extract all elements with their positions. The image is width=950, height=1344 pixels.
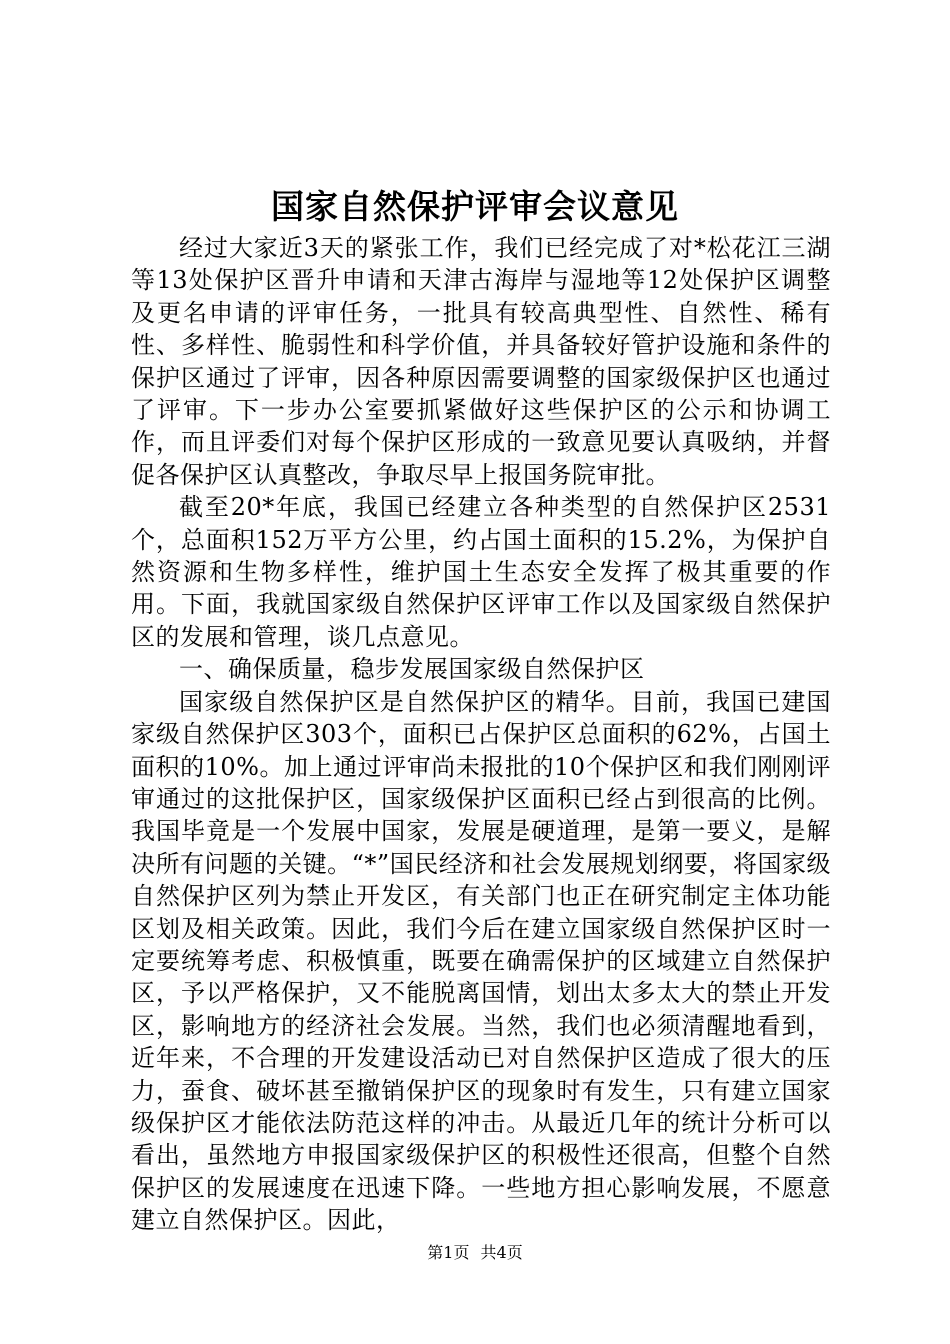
page-indicator: 第1页 共4页 [427,1243,523,1262]
paragraph-national-reserves: 国家级自然保护区是自然保护区的精华。目前，我国已建国家级自然保护区303个，面积已占保护区总面积的62%，占国土面积的10%。加上通过评审尚未报批的10个保护区和我们刚刚评审通过的这批保护区，国家级保护区面积已经占到很高的比例。我国毕竟是一个发展中国家，发展是硬道理，是第一要义，是解决所有问题的关键。“*”国民经济和社会发展规划纲要，将国家级自然保护区列为禁止开发区，有关部门也正在研究制定主体功能区划及相关政策。因此，我们今后在建立国家级自然保护区时一定要统筹考虑、积极慎重，既要在确需保护的区域建立自然保护区，予以严格保护，又不能脱离国情，划出太多太大的禁止开发区，影响地方的经济社会发展。当然，我们也必须清醒地看到，近年来，不合理的开发建设活动已对自然保护区造成了很大的压力，蚕食、破坏甚至撤销保护区的现象时有发生，只有建立国家级保护区才能依法防范这样的冲击。从最近几年的统计分析可以看出，虽然地方申报国家级保护区的积极性还很高，但整个自然保护区的发展速度在迅速下降。一些地方担心影响发展，不愿意建立自然保护区。因此， [131,687,831,1235]
document-title: 国家自然保护评审会议意见 [271,187,679,226]
paragraph-statistics: 截至20*年底，我国已经建立各种类型的自然保护区2531个，总面积152万平方公里，约占国土面积的15.2%，为保护自然资源和生物多样性，维护国土生态安全发挥了极其重要的作用。下面，我就国家级自然保护区评审工作以及国家级自然保护区的发展和管理，谈几点意见。 [131,493,831,651]
document-body [131,232,831,1237]
paragraph-review-summary: 经过大家近3天的紧张工作，我们已经完成了对*松花江三湖等13处保护区晋升申请和天津古海岸与湿地等12处保护区调整及更名申请的评审任务，一批具有较高典型性、自然性、稀有性、多样性、脆弱性和科学价值，并具备较好管护设施和条件的保护区通过了评审，因各种原因需要调整的国家级保护区也通过了评审。下一步办公室要抓紧做好这些保护区的公示和协调工作，而且评委们对每个保护区形成的一致意见要认真吸纳，并督促各保护区认真整改，争取尽早上报国务院审批。 [131,234,831,489]
section-heading-1: 一、确保质量，稳步发展国家级自然保护区 [179,655,645,684]
